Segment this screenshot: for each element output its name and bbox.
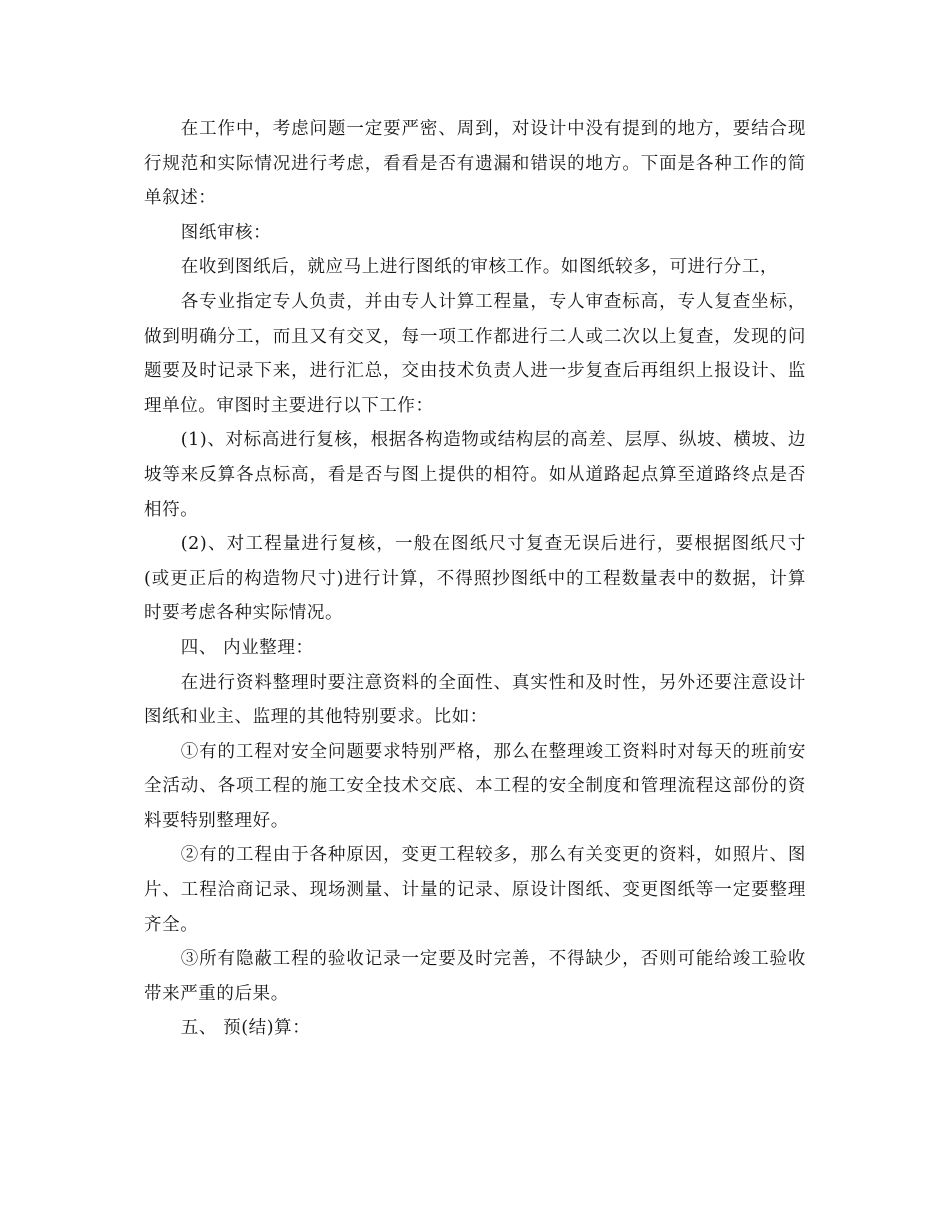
paragraph-records-requirements: 在进行资料整理时要注意资料的全面性、真实性和及时性，另外还要注意设计图纸和业主、监理的其他特别要求。比如：	[144, 672, 806, 728]
document-body	[144, 112, 806, 1046]
paragraph-concealed-work: ③所有隐蔽工程的验收记录一定要及时完善，不得缺少，否则可能给竣工验收带来严重的后果。	[144, 949, 806, 1004]
heading-internal-records: 四、 内业整理：	[180, 637, 314, 658]
heading-budget-settlement: 五、 预(结)算：	[180, 1018, 311, 1039]
paragraph-intro: 在工作中，考虑问题一定要严密、周到，对设计中没有提到的地方，要结合现行规范和实际情况进行考虑，看看是否有遗漏和错误的地方。下面是各种工作的简单叙述：	[144, 119, 806, 209]
heading-drawing-review: 图纸审核：	[180, 222, 272, 243]
paragraph-safety-records: ①有的工程对安全问题要求特别严格，那么在整理竣工资料时对每天的班前安全活动、各项工程的施工安全技术交底、本工程的安全制度和管理流程这部份的资料要特别整理好。	[144, 741, 806, 831]
paragraph-change-records: ②有的工程由于各种原因，变更工程较多，那么有关变更的资料，如照片、图片、工程洽商记录、现场测量、计量的记录、原设计图纸、变更图纸等一定要整理齐全。	[144, 845, 806, 935]
paragraph-drawing-receipt: 在收到图纸后，就应马上进行图纸的审核工作。如图纸较多，可进行分工，	[180, 257, 779, 278]
paragraph-elevation-check: (1)、对标高进行复核，根据各构造物或结构层的高差、层厚、纵坡、横坡、边坡等来反算各点标高，看是否与图上提供的相符。如从道路起点算至道路终点是否相符。	[144, 430, 806, 520]
paragraph-quantity-check: (2)、对工程量进行复核，一般在图纸尺寸复查无误后进行，要根据图纸尺寸(或更正后的构造物尺寸)进行计算，不得照抄图纸中的工程数量表中的数据，计算时要考虑各种实际情况。	[144, 534, 806, 624]
paragraph-division-of-work: 各专业指定专人负责，并由专人计算工程量，专人审查标高，专人复查坐标，做到明确分工，而且又有交叉，每一项工作都进行二人或二次以上复查，发现的问题要及时记录下来，进行汇总，交由技术负责人进一步复查后再组织上报设计、监理单位。审图时主要进行以下工作：	[144, 291, 806, 416]
